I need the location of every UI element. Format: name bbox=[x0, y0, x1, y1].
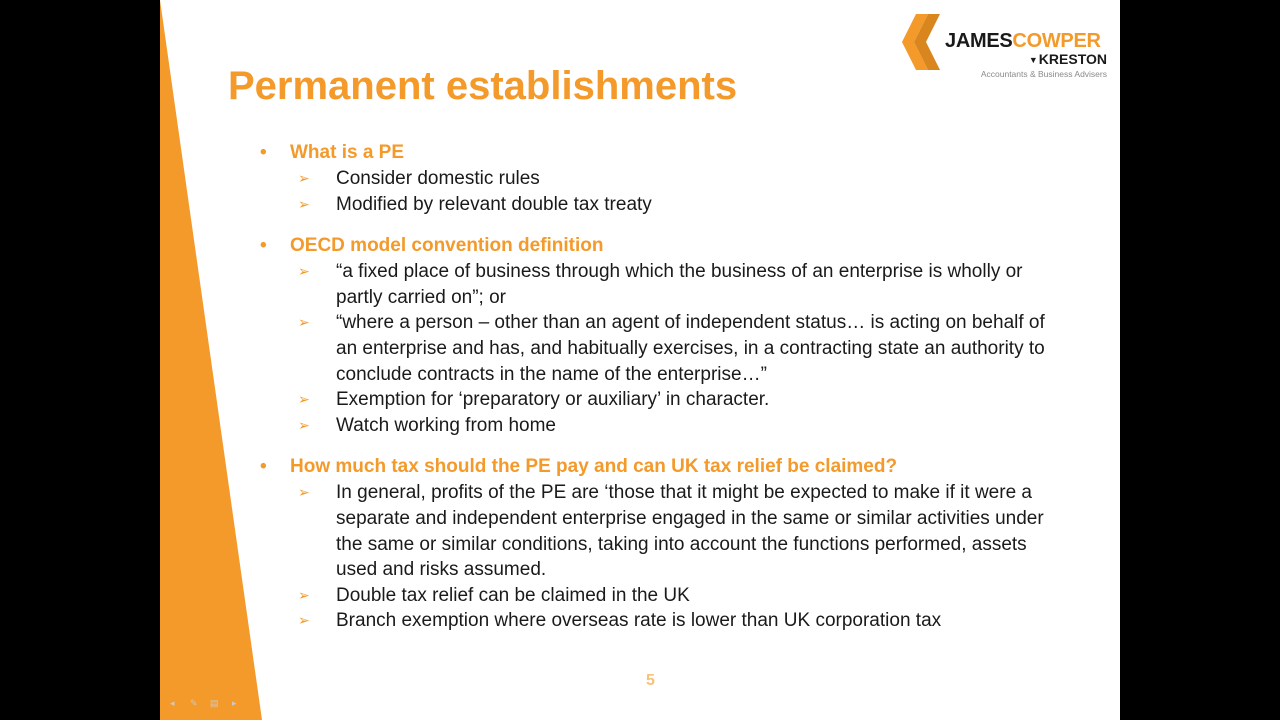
slide-content bbox=[258, 140, 1058, 650]
arrow-bullet-icon: ➢ bbox=[298, 391, 310, 408]
section-heading-text: How much tax should the PE pay and can UK tax relief be claimed? bbox=[290, 456, 898, 478]
logo-kreston bbox=[1029, 52, 1107, 66]
bullet-icon: • bbox=[260, 235, 267, 257]
logo-chevron-icon bbox=[902, 14, 944, 70]
list-item-text: Branch exemption where overseas rate is lower than UK corporation tax bbox=[336, 610, 942, 632]
logo-kreston-text: KRESTON bbox=[1038, 51, 1107, 67]
list-item bbox=[258, 413, 1058, 439]
logo-james: JAMES bbox=[945, 30, 1013, 52]
list-item-text: Consider domestic rules bbox=[336, 168, 540, 189]
list-item-text: “a fixed place of business through which the business of an enterprise is wholly or partly carried on”; or bbox=[336, 261, 1023, 308]
logo-wordmark bbox=[945, 31, 1101, 51]
arrow-bullet-icon: ➢ bbox=[298, 263, 310, 280]
list-item-text: Double tax relief can be claimed in the UK bbox=[336, 584, 690, 606]
list-item bbox=[258, 310, 1058, 387]
prev-slide-icon[interactable]: ◂ bbox=[170, 698, 175, 708]
arrow-bullet-icon: ➢ bbox=[298, 484, 310, 501]
arrow-bullet-icon: ➢ bbox=[298, 416, 310, 433]
bullet-icon: • bbox=[260, 456, 267, 478]
section-heading bbox=[258, 454, 1058, 480]
section-heading bbox=[258, 233, 1058, 259]
arrow-bullet-icon: ➢ bbox=[298, 314, 310, 331]
arrow-bullet-icon: ➢ bbox=[298, 586, 310, 603]
logo-cowper: COWPER bbox=[1012, 30, 1101, 52]
kreston-tick-icon: ▼ bbox=[1028, 55, 1038, 65]
list-item bbox=[258, 583, 1058, 609]
page-number: 5 bbox=[646, 672, 655, 689]
section-tax-relief bbox=[258, 454, 1058, 634]
section-heading bbox=[258, 140, 1058, 166]
section-heading-text: OECD model convention definition bbox=[290, 235, 604, 257]
company-logo bbox=[902, 12, 1112, 82]
logo-tagline: Accountants & Business Advisers bbox=[980, 69, 1107, 79]
arrow-bullet-icon: ➢ bbox=[298, 195, 310, 212]
list-item bbox=[258, 192, 1058, 218]
list-item bbox=[258, 166, 1058, 192]
slide-title: Permanent establishments bbox=[228, 64, 738, 108]
list-item bbox=[258, 259, 1058, 310]
list-item-text: In general, profits of the PE are ‘those that it might be expected to make if it were a separate and independent enterprise engaged in the same or similar activities under the same or similar conditions, taking into account the functions performed, assets used and risks assumed. bbox=[336, 482, 1044, 581]
list-item-text: “where a person – other than an agent of independent status… is acting on behalf of an enterprise and has, and habitually exercises, in a contracting state an authority to conclude contracts in the name of the enterprise…” bbox=[336, 312, 1045, 385]
bullet-icon: • bbox=[260, 142, 267, 163]
list-item-text: Modified by relevant double tax treaty bbox=[336, 193, 652, 215]
arrow-bullet-icon: ➢ bbox=[298, 612, 310, 629]
section-heading-text: What is a PE bbox=[290, 142, 405, 163]
list-item bbox=[258, 480, 1058, 582]
list-item-text: Exemption for ‘preparatory or auxiliary’ in character. bbox=[336, 389, 770, 411]
next-slide-icon[interactable]: ▸ bbox=[232, 698, 237, 708]
slide bbox=[160, 0, 1120, 720]
list-item bbox=[258, 608, 1058, 634]
section-what-is-pe bbox=[258, 140, 1058, 217]
list-item bbox=[258, 387, 1058, 413]
menu-icon[interactable]: ▤ bbox=[210, 698, 219, 708]
section-oecd-definition bbox=[258, 233, 1058, 438]
list-item-text: Watch working from home bbox=[336, 414, 556, 436]
arrow-bullet-icon: ➢ bbox=[298, 170, 310, 186]
pen-icon[interactable]: ✎ bbox=[190, 698, 198, 708]
